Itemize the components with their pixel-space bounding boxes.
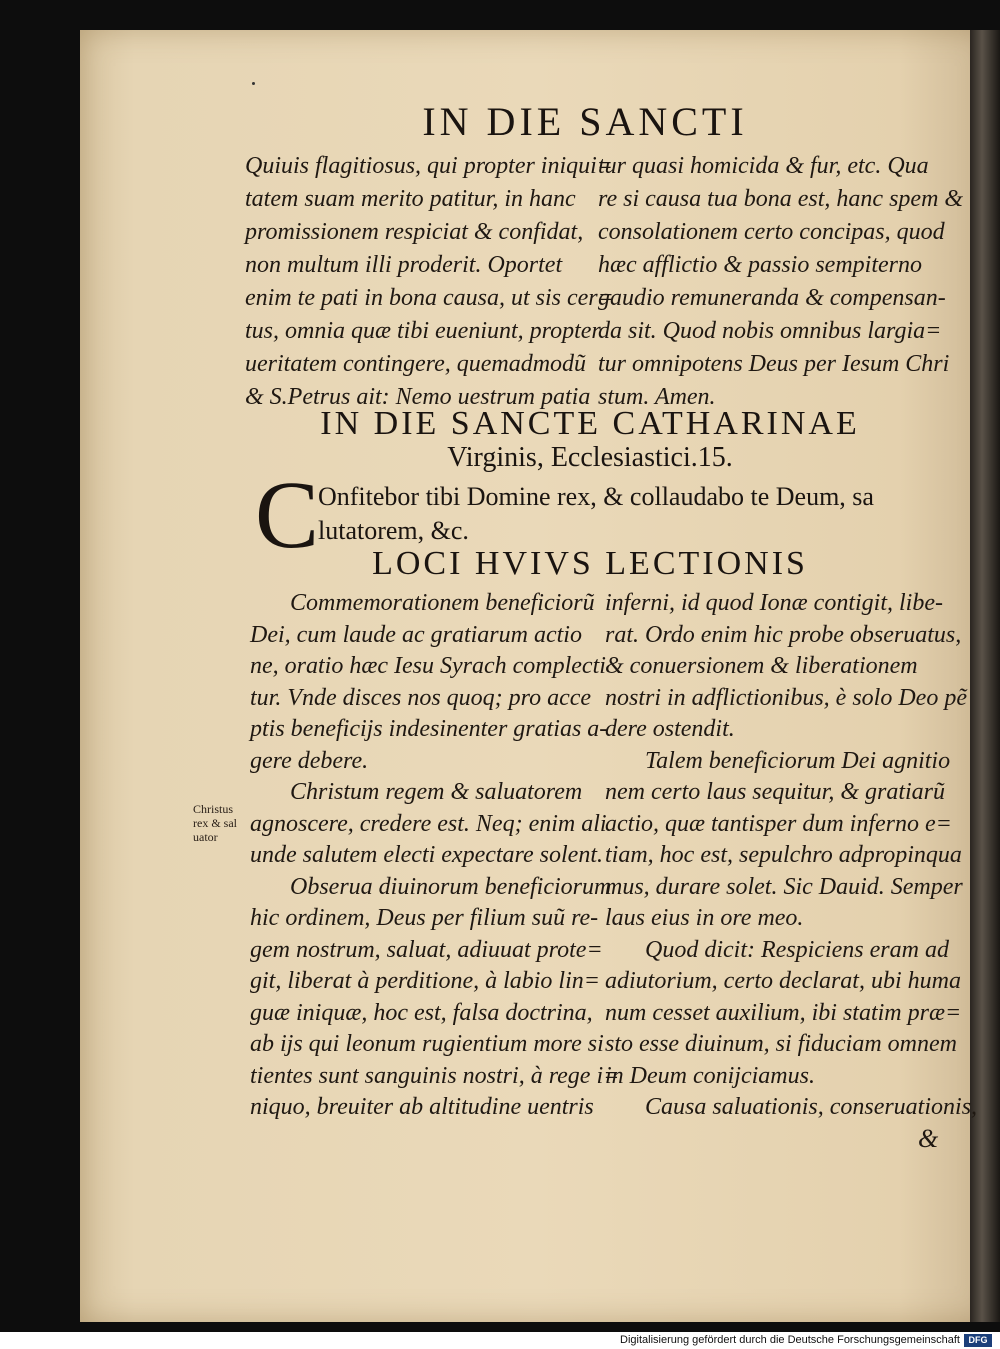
text-line: sto esse diuinum, si fiduciam omnem	[605, 1031, 957, 1057]
text-line: git, liberat à perditione, à labio lin=	[250, 968, 600, 994]
footer-credit: Digitalisierung gefördert durch die Deutsche Forschungsgemeinschaft	[620, 1334, 960, 1346]
catchword: &	[918, 1124, 939, 1153]
text-line: Causa saluationis, conseruationis,	[645, 1094, 978, 1120]
text-line: Dei, cum laude ac gratiarum actio	[250, 621, 582, 648]
bottom-left-column	[250, 588, 620, 1124]
section-title: IN DIE SANCTE CATHARINAE	[320, 405, 860, 442]
section-heading: LOCI HVIVS LECTIONIS	[372, 545, 808, 582]
text-line: tientes sunt sanguinis nostri, à rege i=	[250, 1062, 620, 1089]
text-line: Commemorationem beneficiorũ	[290, 590, 595, 616]
section-subtitle: Virginis, Ecclesiastici.15.	[447, 442, 733, 473]
text-line: laus eius in ore meo.	[605, 905, 804, 931]
text-line: gaudio remuneranda & compensan-	[598, 285, 946, 311]
text-line: stum. Amen.	[598, 384, 716, 410]
margin-note	[193, 802, 237, 844]
text-line: Obserua diuinorum beneficiorum	[290, 873, 612, 900]
text-line: tur quasi homicida & fur, etc. Qua	[598, 153, 929, 179]
text-line: ab ijs qui leonum rugientium more si	[250, 1031, 604, 1057]
text-line: rat. Ordo enim hic probe obseruatus,	[605, 621, 962, 648]
text-line: guæ iniquæ, hoc est, falsa doctrina,	[250, 999, 593, 1026]
text-line: non multum illi proderit. Oportet	[245, 252, 563, 278]
text-line: unde salutem electi expectare solent.	[250, 842, 603, 868]
text-line: tur omnipotens Deus per Iesum Chri	[598, 351, 950, 377]
text-line: adiutorium, certo declarat, ubi huma	[605, 968, 961, 994]
text-line: promissionem respiciat & confidat,	[245, 219, 584, 245]
text-line: tatem suam merito patitur, in hanc	[245, 186, 576, 212]
top-left-column	[245, 150, 614, 414]
running-title: IN DIE SANCTI	[422, 99, 748, 144]
ink-speck	[252, 82, 255, 85]
text-line: hic ordinem, Deus per filium suũ re-	[250, 905, 599, 931]
text-line: re si causa tua bona est, hanc spem &	[598, 186, 964, 212]
text-line: inferni, id quod Ionæ contigit, libe-	[605, 590, 943, 616]
text-line: num cesset auxilium, ibi statim præ=	[605, 999, 962, 1026]
text-line: tiam, hoc est, sepulchro adpropinqua	[605, 842, 962, 868]
text-line: & conuersionem & liberationem	[605, 653, 918, 679]
text-line: agnoscere, credere est. Neq; enim ali	[250, 810, 607, 837]
text-line: da sit. Quod nobis omnibus largia=	[598, 318, 942, 344]
text-line: Quiuis flagitiosus, qui propter iniqui=	[245, 153, 614, 179]
drop-capital: C	[255, 461, 320, 568]
margin-note-line: rex & sal	[193, 816, 237, 830]
footer-bar	[0, 1332, 1000, 1349]
book-spine	[970, 30, 1000, 1322]
text-line: nem certo laus sequitur, & gratiarũ	[605, 779, 945, 805]
text-line: Talem beneficiorum Dei agnitio	[645, 747, 951, 774]
text-line: & S.Petrus ait: Nemo uestrum patia	[245, 384, 591, 410]
intro-line-2: lutatorem, &c.	[318, 516, 469, 545]
margin-note-line: uator	[193, 830, 218, 844]
text-line: Quod dicit: Respiciens eram ad	[645, 936, 949, 963]
bottom-right-column	[605, 588, 978, 1124]
text-line: in Deum conijciamus.	[605, 1062, 815, 1089]
text-line: ptis beneficijs indesinenter gratias a-	[250, 716, 608, 742]
dfg-logo: DFG	[964, 1334, 992, 1347]
margin-note-line: Christus	[193, 802, 234, 816]
text-line: enim te pati in bona causa, ut sis cer=	[245, 285, 614, 311]
text-line: gere debere.	[250, 747, 369, 774]
text-line: Christum regem & saluatorem	[290, 779, 583, 805]
text-line: nostri in adflictionibus, è solo Deo pẽ	[605, 684, 967, 711]
text-line: dere ostendit.	[605, 716, 735, 742]
text-line: tur. Vnde disces nos quoq; pro acce	[250, 684, 592, 711]
text-line: hæc afflictio & passio sempiterno	[598, 252, 922, 278]
text-line: mus, durare solet. Sic Dauid. Semper	[605, 873, 963, 900]
intro-text	[318, 480, 874, 548]
text-line: ueritatem contingere, quemadmodũ	[245, 351, 587, 377]
text-line: niquo, breuiter ab altitudine uentris	[250, 1094, 594, 1120]
text-line: ne, oratio hæc Iesu Syrach complecti	[250, 653, 606, 679]
top-right-column	[598, 150, 964, 414]
text-line: consolationem certo concipas, quod	[598, 219, 945, 245]
text-line: gem nostrum, saluat, adiuuat prote=	[250, 936, 603, 963]
intro-line-1: Onfitebor tibi Domine rex, & collaudabo te Deum, sa	[318, 482, 874, 511]
text-line: tus, omnia quæ tibi eueniunt, propter	[245, 318, 601, 344]
text-line: actio, quæ tantisper dum inferno e=	[605, 810, 952, 837]
